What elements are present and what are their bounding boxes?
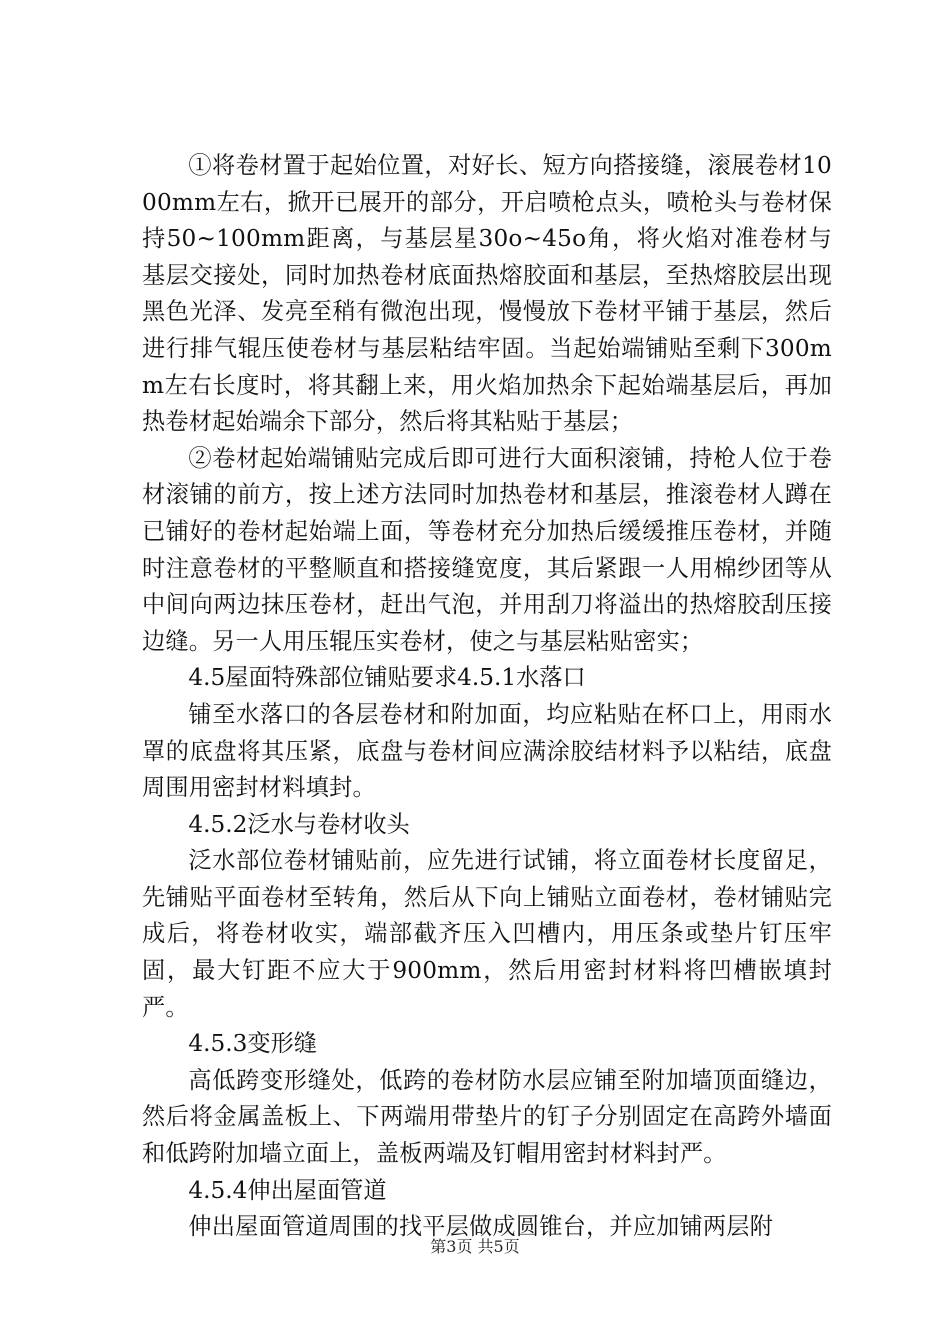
page-number-footer: 第3页 共5页 (430, 1237, 520, 1256)
paragraph-step-1: ①将卷材置于起始位置，对好长、短方向搭接缝，滚展卷材1000mm左右，掀开已展开的部分，开启喷枪点头，喷枪头与卷材保持50~100mm距离，与基层星30o~45o角，将火焰对准卷材与基层交接处，同时加热卷材底面热熔胶面和基层，至热熔胶层出现黑色光泽、发亮至稍有微泡出现，慢慢放下卷材平铺于基层，然后进行排气辊压使卷材与基层粘结牢固。当起始端铺贴至剩下300mm左右长度时，将其翻上来，用火焰加热余下起始端基层后，再加热卷材起始端余下部分，然后将其粘贴于基层； (142, 152, 832, 436)
section-heading-4-5-3: 4.5.3变形缝 (188, 1030, 317, 1058)
section-body-4-5-1: 铺至水落口的各层卷材和附加面，均应粘贴在杯口上，用雨水罩的底盘将其压紧，底盘与卷材间应满涂胶结材料予以粘结，底盘周围用密封材料填封。 (142, 700, 832, 802)
paragraph-step-2: ②卷材起始端铺贴完成后即可进行大面积滚铺，持枪人位于卷材滚铺的前方，按上述方法同时加热卷材和基层，推滚卷材人蹲在已铺好的卷材起始端上面，等卷材充分加热后缓缓推压卷材，并随时注意卷材的平整顺直和搭接缝宽度，其后紧跟一人用棉纱团等从中间向两边抹压卷材，赶出气泡，并用刮刀将溢出的热熔胶刮压接边缝。另一人用压辊压实卷材，使之与基层粘贴密实； (142, 444, 832, 655)
section-heading-4-5-4: 4.5.4伸出屋面管道 (188, 1176, 387, 1204)
section-body-4-5-4: 伸出屋面管道周围的找平层做成圆锥台，并应加铺两层附 (188, 1213, 774, 1241)
section-body-4-5-2: 泛水部位卷材铺贴前，应先进行试铺，将立面卷材长度留足，先铺贴平面卷材至转角，然后从下向上铺贴立面卷材，卷材铺贴完成后，将卷材收实，端部截齐压入凹槽内，用压条或垫片钉压牢固，最大钉距不应大于900mm，然后用密封材料将凹槽嵌填封严。 (142, 847, 832, 1021)
section-heading-4-5-2: 4.5.2泛水与卷材收头 (188, 810, 410, 838)
document-body (142, 148, 832, 1246)
section-body-4-5-3: 高低跨变形缝处，低跨的卷材防水层应铺至附加墙顶面缝边，然后将金属盖板上、下两端用带垫片的钉子分别固定在高跨外墙面和低跨附加墙立面上，盖板两端及钉帽用密封材料封严。 (142, 1066, 832, 1168)
section-heading-4-5: 4.5屋面特殊部位铺贴要求4.5.1水落口 (188, 664, 586, 692)
